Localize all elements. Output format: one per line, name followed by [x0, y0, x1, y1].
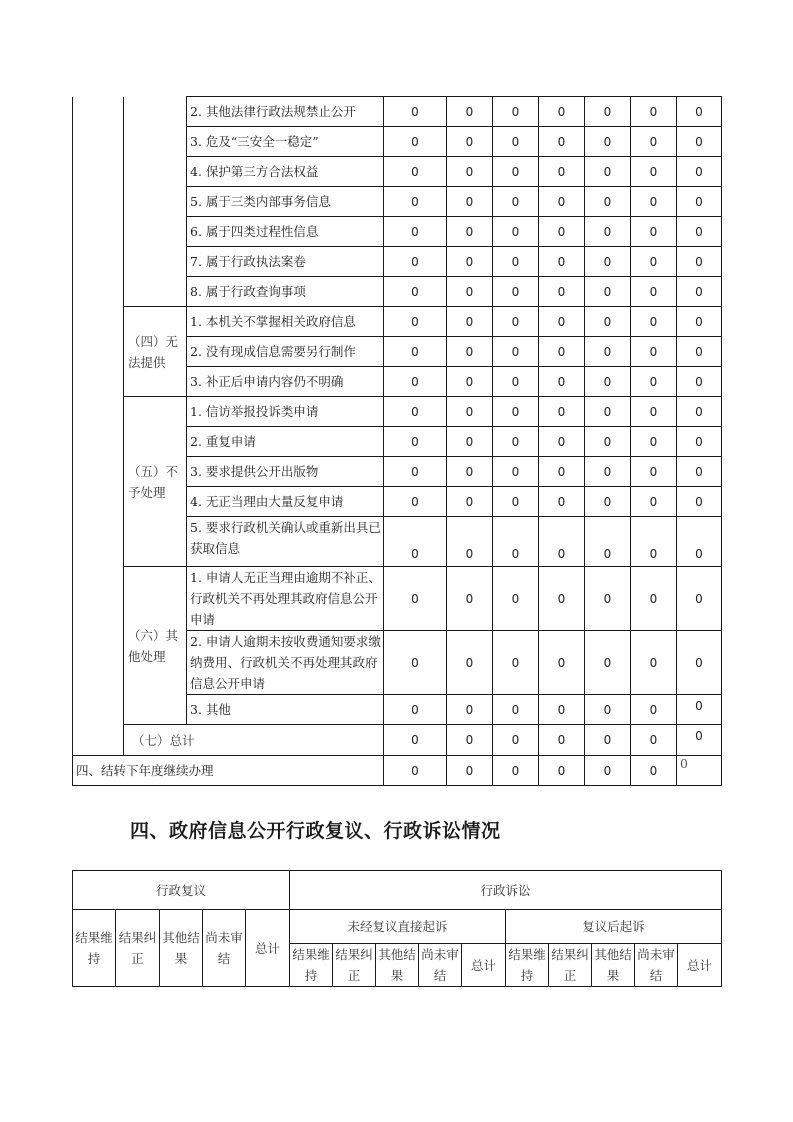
- category-cell: （四）无法提供: [124, 307, 187, 397]
- value-cell: 0: [585, 97, 631, 127]
- after-col-4: 总计: [678, 944, 722, 987]
- row-label: 3. 危及“三安全一稳定”: [187, 127, 384, 157]
- direct-suit-header: 未经复议直接起诉: [290, 910, 506, 944]
- value-cell: 0: [447, 217, 493, 247]
- category-cell: （六）其他处理: [124, 567, 187, 725]
- value-cell: 0: [631, 307, 677, 337]
- section-title: 四、政府信息公开行政复议、行政诉讼情况: [130, 820, 501, 842]
- value-cell: 0: [585, 367, 631, 397]
- row-label: 3. 其他: [187, 695, 384, 725]
- value-cell: 0: [631, 97, 677, 127]
- review-header: 行政复议: [73, 871, 290, 910]
- value-cell: 0: [677, 157, 722, 187]
- value-cell: 0: [447, 187, 493, 217]
- after-col-2: 其他结果: [592, 944, 635, 987]
- value-cell: 0: [631, 247, 677, 277]
- value-cell: 0: [585, 127, 631, 157]
- direct-col-3: 尚未审结: [419, 944, 462, 987]
- value-cell: 0: [447, 487, 493, 517]
- value-cell: 0: [447, 337, 493, 367]
- value-cell: 0: [539, 217, 585, 247]
- value-cell: 0: [585, 247, 631, 277]
- value-cell: 0: [539, 367, 585, 397]
- value-cell: 0: [493, 487, 539, 517]
- value-cell: 0: [585, 277, 631, 307]
- value-cell: 0: [585, 517, 631, 567]
- value-cell: 0: [447, 127, 493, 157]
- value-cell: 0: [631, 695, 677, 725]
- value-cell: 0: [585, 567, 631, 631]
- value-cell: 0: [539, 247, 585, 277]
- value-cell: 0: [585, 187, 631, 217]
- value-cell: 0: [677, 427, 722, 457]
- value-cell: 0: [677, 337, 722, 367]
- row-label: 2. 重复申请: [187, 427, 384, 457]
- value-cell: 0: [384, 695, 447, 725]
- value-cell: 0: [384, 567, 447, 631]
- value-cell: 0: [585, 337, 631, 367]
- value-cell: 0: [447, 695, 493, 725]
- value-cell: 0: [384, 756, 447, 786]
- value-cell: 0: [447, 457, 493, 487]
- value-cell: 0: [493, 97, 539, 127]
- carryover-row: [73, 756, 722, 786]
- value-cell: 0: [631, 367, 677, 397]
- value-cell: 0: [539, 277, 585, 307]
- value-cell: 0: [493, 517, 539, 567]
- value-cell: 0: [585, 457, 631, 487]
- value-cell: 0: [539, 127, 585, 157]
- outer-category-cell: [73, 97, 124, 756]
- value-cell: 0: [493, 187, 539, 217]
- review-col-4: 总计: [246, 910, 290, 987]
- value-cell: 0: [631, 567, 677, 631]
- row-label: 2. 其他法律行政法规禁止公开: [187, 97, 384, 127]
- row-label: 5. 要求行政机关确认或重新出具已获取信息: [187, 517, 384, 567]
- value-cell: 0: [384, 127, 447, 157]
- value-cell: 0: [585, 427, 631, 457]
- value-cell: 0: [447, 567, 493, 631]
- row-label: 1. 本机关不掌握相关政府信息: [187, 307, 384, 337]
- value-cell: 0: [493, 457, 539, 487]
- value-cell: 0: [677, 217, 722, 247]
- value-cell: 0: [493, 367, 539, 397]
- row-label: 2. 申请人逾期未按收费通知要求缴纳费用、行政机关不再处理其政府信息公开申请: [187, 631, 384, 695]
- value-cell: 0: [631, 217, 677, 247]
- value-cell: 0: [677, 97, 722, 127]
- value-cell: 0: [539, 457, 585, 487]
- review-litigation-table: [72, 870, 722, 987]
- value-cell: 0: [493, 695, 539, 725]
- value-cell: 0: [447, 756, 493, 786]
- value-cell: 0: [585, 487, 631, 517]
- value-cell: 0: [539, 756, 585, 786]
- review-col-2: 其他结果: [160, 910, 203, 987]
- litigation-header: 行政诉讼: [290, 871, 722, 910]
- value-cell: 0: [677, 457, 722, 487]
- value-cell: 0: [493, 427, 539, 457]
- value-cell: 0: [384, 187, 447, 217]
- direct-col-1: 结果纠正: [333, 944, 376, 987]
- value-cell: 0: [493, 725, 539, 756]
- value-cell: 0: [631, 487, 677, 517]
- value-cell: 0: [447, 307, 493, 337]
- row-label: 5. 属于三类内部事务信息: [187, 187, 384, 217]
- row-label: 3. 要求提供公开出版物: [187, 457, 384, 487]
- value-cell: 0: [384, 457, 447, 487]
- value-cell: 0: [384, 631, 447, 695]
- value-cell: 0: [631, 337, 677, 367]
- value-cell: 0: [677, 695, 722, 725]
- value-cell: 0: [677, 631, 722, 695]
- value-cell: 0: [539, 97, 585, 127]
- row-label: 6. 属于四类过程性信息: [187, 217, 384, 247]
- value-cell: 0: [631, 725, 677, 756]
- value-cell: 0: [384, 217, 447, 247]
- value-cell: 0: [539, 397, 585, 427]
- table-row: [73, 307, 722, 337]
- value-cell: 0: [384, 97, 447, 127]
- after-col-3: 尚未审结: [635, 944, 678, 987]
- value-cell: 0: [447, 397, 493, 427]
- value-cell: 0: [585, 631, 631, 695]
- value-cell: 0: [447, 157, 493, 187]
- value-cell: 0: [631, 397, 677, 427]
- value-cell: 0: [677, 187, 722, 217]
- value-cell: 0: [493, 157, 539, 187]
- review-col-1: 结果纠正: [116, 910, 160, 987]
- row-label: 2. 没有现成信息需要另行制作: [187, 337, 384, 367]
- value-cell: 0: [677, 397, 722, 427]
- value-cell: 0: [447, 517, 493, 567]
- value-cell: 0: [447, 97, 493, 127]
- carryover-label: 四、结转下年度继续办理: [73, 756, 384, 786]
- disposal-results-table: [72, 96, 722, 786]
- direct-col-4: 总计: [462, 944, 506, 987]
- value-cell: 0: [384, 725, 447, 756]
- value-cell: 0: [677, 127, 722, 157]
- value-cell: 0: [447, 427, 493, 457]
- value-cell: 0: [384, 517, 447, 567]
- row-label: 4. 无正当理由大量反复申请: [187, 487, 384, 517]
- table-row: [73, 97, 722, 127]
- value-cell: 0: [677, 567, 722, 631]
- value-cell: 0: [447, 725, 493, 756]
- value-cell: 0: [493, 217, 539, 247]
- value-cell: 0: [447, 631, 493, 695]
- value-cell: 0: [493, 756, 539, 786]
- value-cell: 0: [677, 517, 722, 567]
- value-cell: 0: [539, 427, 585, 457]
- value-cell: 0: [631, 277, 677, 307]
- value-cell: 0: [447, 277, 493, 307]
- value-cell: 0: [585, 695, 631, 725]
- value-cell: 0: [539, 307, 585, 337]
- value-cell: 0: [631, 517, 677, 567]
- row-label: 1. 信访举报投诉类申请: [187, 397, 384, 427]
- value-cell: 0: [631, 127, 677, 157]
- after-col-0: 结果维持: [506, 944, 549, 987]
- value-cell: 0: [539, 337, 585, 367]
- value-cell: 0: [539, 487, 585, 517]
- value-cell: 0: [493, 567, 539, 631]
- total-label: （七）总计: [124, 725, 384, 756]
- direct-col-0: 结果维持: [290, 944, 333, 987]
- total-row: [73, 725, 722, 756]
- value-cell: 0: [384, 307, 447, 337]
- value-cell: 0: [539, 631, 585, 695]
- value-cell: 0: [677, 247, 722, 277]
- value-cell: 0: [539, 567, 585, 631]
- value-cell: 0: [493, 127, 539, 157]
- table-row: [73, 397, 722, 427]
- category-cell: （五）不予处理: [124, 397, 187, 567]
- review-col-3: 尚未审结: [203, 910, 246, 987]
- value-cell: 0: [384, 367, 447, 397]
- value-cell: 0: [631, 187, 677, 217]
- value-cell: 0: [384, 157, 447, 187]
- value-cell: 0: [384, 337, 447, 367]
- value-cell: 0: [677, 277, 722, 307]
- value-cell: 0: [447, 367, 493, 397]
- value-cell: 0: [585, 157, 631, 187]
- value-cell: 0: [677, 725, 722, 756]
- value-cell: 0: [585, 307, 631, 337]
- table-row: [73, 567, 722, 631]
- value-cell: 0: [539, 517, 585, 567]
- value-cell: 0: [384, 277, 447, 307]
- value-cell: 0: [384, 427, 447, 457]
- value-cell: 0: [493, 247, 539, 277]
- value-cell: 0: [677, 307, 722, 337]
- value-cell: 0: [677, 367, 722, 397]
- after-col-1: 结果纠正: [549, 944, 592, 987]
- value-cell: 0: [631, 427, 677, 457]
- value-cell: 0: [539, 725, 585, 756]
- value-cell: 0: [384, 397, 447, 427]
- value-cell: 0: [493, 397, 539, 427]
- value-cell: 0: [384, 487, 447, 517]
- value-cell: 0: [631, 756, 677, 786]
- direct-col-2: 其他结果: [376, 944, 419, 987]
- value-cell: 0: [631, 457, 677, 487]
- value-cell: 0: [585, 725, 631, 756]
- value-cell: 0: [493, 307, 539, 337]
- value-cell: 0: [493, 337, 539, 367]
- value-cell: 0: [677, 487, 722, 517]
- value-cell: 0: [585, 397, 631, 427]
- value-cell: 0: [631, 631, 677, 695]
- row-label: 8. 属于行政查询事项: [187, 277, 384, 307]
- value-cell: 0: [539, 695, 585, 725]
- review-col-0: 结果维持: [73, 910, 116, 987]
- value-cell: 0: [539, 187, 585, 217]
- value-cell: 0: [539, 157, 585, 187]
- row-label: 1. 申请人无正当理由逾期不补正、行政机关不再处理其政府信息公开申请: [187, 567, 384, 631]
- value-cell: 0: [384, 247, 447, 277]
- value-cell: 0: [631, 157, 677, 187]
- value-cell: 0: [585, 217, 631, 247]
- value-cell: 0: [447, 247, 493, 277]
- row-label: 3. 补正后申请内容仍不明确: [187, 367, 384, 397]
- category-cell: [124, 97, 187, 307]
- after-review-header: 复议后起诉: [506, 910, 722, 944]
- value-cell: 0: [677, 756, 722, 786]
- value-cell: 0: [493, 631, 539, 695]
- value-cell: 0: [493, 277, 539, 307]
- value-cell: 0: [585, 756, 631, 786]
- row-label: 4. 保护第三方合法权益: [187, 157, 384, 187]
- row-label: 7. 属于行政执法案卷: [187, 247, 384, 277]
